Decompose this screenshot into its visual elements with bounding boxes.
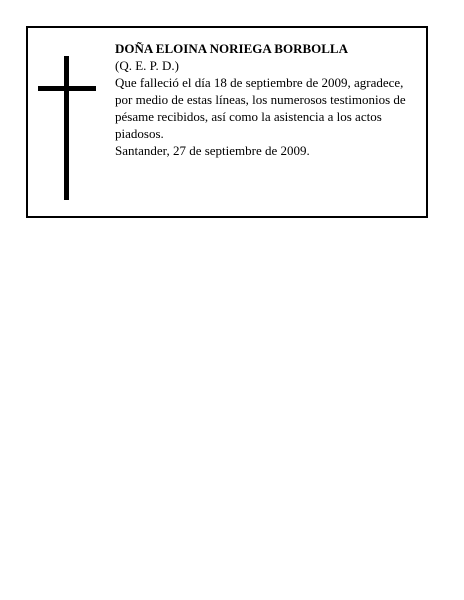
cross-horizontal-bar	[38, 86, 96, 91]
obituary-notice	[26, 26, 428, 218]
cross-icon	[38, 56, 96, 200]
place-and-date: Santander, 27 de septiembre de 2009.	[115, 143, 310, 158]
notice-body: Que falleció el día 18 de septiembre de 2009, agradece, por medio de estas líneas, los numerosos testimonios de pésame recibidos, así como la asistencia a los actos piadosos.	[115, 75, 406, 141]
cross-vertical-bar	[64, 56, 69, 200]
notice-text	[115, 40, 423, 159]
rip-abbreviation: (Q. E. P. D.)	[115, 58, 179, 73]
deceased-name: DOÑA ELOINA NORIEGA BORBOLLA	[115, 41, 348, 56]
